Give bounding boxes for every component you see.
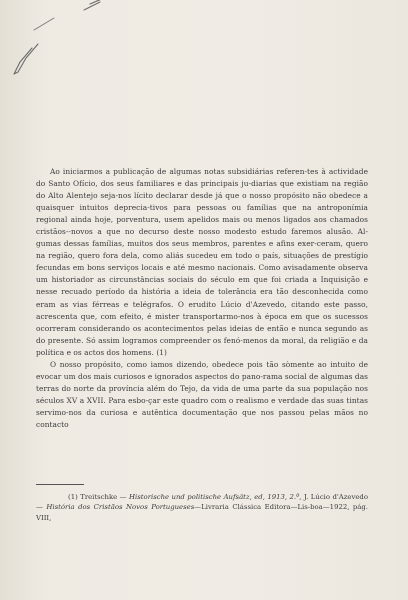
footnote-author-1: Treitschke — xyxy=(80,493,127,501)
footnote-author-2: J. Lúcio d'Azevedo — xyxy=(36,493,368,512)
footnote-publisher: —Livraria Clássica Editora—Lis-boa—1922, pág. VIII, xyxy=(36,503,368,522)
main-body-text xyxy=(36,166,368,431)
footnote-text xyxy=(36,492,368,523)
footnote-work-2: História dos Cristãos Novos Portugueses xyxy=(46,503,195,512)
footnote-work-1: Historische und politische Aufsätz, ed, 1913, 2.º, xyxy=(129,493,302,501)
body-paragraph: O nosso propósito, como iamos dizendo, obedece pois tão sòmente ao intuito de evocar um dos mais curiosos e ignorados aspectos do pano-rama social de algumas das terras do norte da província além do Tejo, da vida de uma parte da sua população nos séculos XV a XVII. Para esbo-çar este quadro com o realismo e verdade das suas tintas servimo-nos da curiosa e autêntica documentação que nos passou pelas mãos no contacto xyxy=(36,359,369,429)
footnote-separator xyxy=(36,484,84,485)
body-paragraph: Ao iniciarmos a publicação de algumas notas subsidiárias referen-tes à actividade do Santo Ofício, dos seus familiares e das principais ju-diarias que existiam na região do Alto Alentejo seja-nos lícito declarar desde já que o nosso propósito não obedece a quaisquer intuitos depreciа-tivos para pessoas ou famílias que na antroponímia regional ainda hoje, porventura, usem apelidos mais ou menos ligados aos chamados cristãos--novos a que no decurso deste nosso modesto estudo faremos alusão. Al-gumas dessas famílias, muitos dos seus membros, parentes e afins exer-ceram, quero na região, quero fora dela, como aliás sucedeu em todo o país, situações de prestígio fecundas em bons serviços locais e até mesmo nacionais. Como avisadamente observa um historiador as circunstâncias sociais do século em que foi criada a Inquisição e nesse recuado período da história a ideia de tolerância era tão desconhecida como eram as vias férreas e telégrafos. O erudito Lúcio d'Azevedo, citando este passo, acrescenta que, com efeito, é mister transportarmo-nos à época em que os sucessos ocorreram considerando os acontecimentos pelas ideias de então e nunca segundo as do presente. Só assim logramos compreender os fenó-menos da moral, da religião e da política e os actos dos homens. (1) xyxy=(36,167,368,357)
pencil-annotation-mark xyxy=(4,0,114,80)
footnote xyxy=(36,492,368,523)
footnote-number: (1) xyxy=(68,493,78,501)
